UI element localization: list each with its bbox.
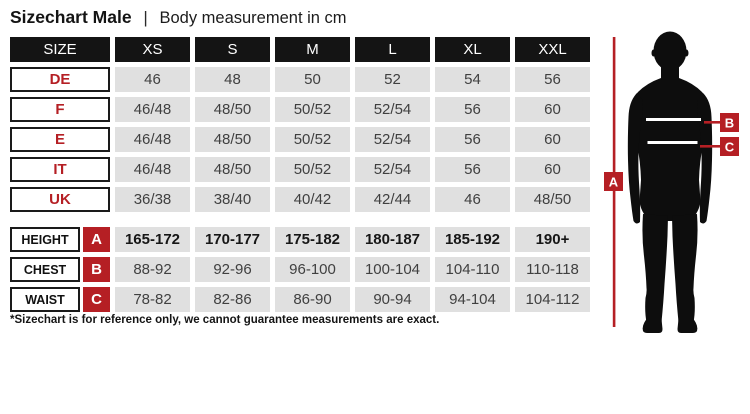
size-row-de	[10, 67, 590, 92]
size-value-uk-m: 40/42	[275, 187, 350, 212]
size-value-de-l: 52	[355, 67, 430, 92]
measurement-value-height-l: 180-187	[355, 227, 430, 252]
measurement-value-chest-l: 100-104	[355, 257, 430, 282]
header-cell-xl: XL	[435, 37, 510, 62]
size-value-f-m: 50/52	[275, 97, 350, 122]
chest-connector-line	[704, 121, 720, 124]
header-cell-s: S	[195, 37, 270, 62]
size-value-de-s: 48	[195, 67, 270, 92]
header-cell-size: SIZE	[10, 37, 110, 62]
measurement-value-height-m: 175-182	[275, 227, 350, 252]
measurement-label-chest: CHEST	[10, 257, 80, 282]
measurement-value-waist-l: 90-94	[355, 287, 430, 312]
size-value-e-m: 50/52	[275, 127, 350, 152]
measurement-value-chest-s: 92-96	[195, 257, 270, 282]
measurement-badge-c: C	[83, 287, 110, 312]
chest-marker-letter: B	[724, 115, 735, 131]
height-marker-letter: A	[608, 174, 619, 190]
measurement-label-waist: WAIST	[10, 287, 80, 312]
size-table	[10, 37, 590, 312]
header-cell-m: M	[275, 37, 350, 62]
region-label-it: IT	[10, 157, 110, 182]
size-value-f-xl: 56	[435, 97, 510, 122]
size-value-e-xxl: 60	[515, 127, 590, 152]
waist-marker-letter: C	[724, 139, 735, 155]
page-title-separator: |	[143, 8, 148, 27]
size-value-it-m: 50/52	[275, 157, 350, 182]
measurement-value-height-s: 170-177	[195, 227, 270, 252]
size-value-de-xl: 54	[435, 67, 510, 92]
size-value-de-m: 50	[275, 67, 350, 92]
size-value-it-xs: 46/48	[115, 157, 190, 182]
region-label-f: F	[10, 97, 110, 122]
measurement-value-waist-xs: 78-82	[115, 287, 190, 312]
footnote-text: *Sizechart is for reference only, we cannot guarantee measurements are exact.	[10, 314, 440, 326]
size-row-e	[10, 127, 590, 152]
measurement-row-height	[10, 227, 590, 252]
waist-marker-badge	[720, 137, 739, 156]
size-value-de-xxl: 56	[515, 67, 590, 92]
header-cell-l: L	[355, 37, 430, 62]
height-marker-badge	[604, 172, 623, 191]
size-value-uk-xxl: 48/50	[515, 187, 590, 212]
size-value-e-xs: 46/48	[115, 127, 190, 152]
chest-marker-badge	[720, 113, 739, 132]
size-value-de-xs: 46	[115, 67, 190, 92]
body-measurement-diagram	[600, 30, 750, 340]
page-title-main: Sizechart Male	[10, 7, 132, 27]
size-row-it	[10, 157, 590, 182]
measurement-badge-a: A	[83, 227, 110, 252]
measurement-value-chest-xxl: 110-118	[515, 257, 590, 282]
measurement-label-group-chest	[10, 257, 110, 282]
size-value-e-l: 52/54	[355, 127, 430, 152]
measurement-value-height-xl: 185-192	[435, 227, 510, 252]
header-cell-xxl: XXL	[515, 37, 590, 62]
region-label-uk: UK	[10, 187, 110, 212]
size-row-uk	[10, 187, 590, 212]
measurement-value-height-xs: 165-172	[115, 227, 190, 252]
measurement-row-chest	[10, 257, 590, 282]
size-value-uk-xs: 36/38	[115, 187, 190, 212]
measurement-value-waist-m: 86-90	[275, 287, 350, 312]
measurement-badge-b: B	[83, 257, 110, 282]
waist-connector-line	[700, 145, 720, 148]
table-header-row	[10, 37, 590, 62]
measurement-value-waist-xxl: 104-112	[515, 287, 590, 312]
size-value-uk-xl: 46	[435, 187, 510, 212]
page-title	[10, 7, 347, 28]
measurement-row-waist	[10, 287, 590, 312]
size-value-e-xl: 56	[435, 127, 510, 152]
size-value-it-xxl: 60	[515, 157, 590, 182]
size-value-f-xs: 46/48	[115, 97, 190, 122]
size-value-uk-s: 38/40	[195, 187, 270, 212]
measurement-label-group-height	[10, 227, 110, 252]
male-silhouette	[628, 32, 712, 334]
size-value-e-s: 48/50	[195, 127, 270, 152]
size-row-f	[10, 97, 590, 122]
measurement-value-waist-xl: 94-104	[435, 287, 510, 312]
measurement-label-group-waist	[10, 287, 110, 312]
size-value-f-l: 52/54	[355, 97, 430, 122]
chest-line	[646, 118, 701, 121]
size-value-it-xl: 56	[435, 157, 510, 182]
measurement-value-chest-xs: 88-92	[115, 257, 190, 282]
measurement-label-height: HEIGHT	[10, 227, 80, 252]
size-value-uk-l: 42/44	[355, 187, 430, 212]
region-label-de: DE	[10, 67, 110, 92]
measurement-value-waist-s: 82-86	[195, 287, 270, 312]
measurement-value-chest-xl: 104-110	[435, 257, 510, 282]
measurement-value-chest-m: 96-100	[275, 257, 350, 282]
header-cell-xs: XS	[115, 37, 190, 62]
measurement-value-height-xxl: 190+	[515, 227, 590, 252]
size-value-it-l: 52/54	[355, 157, 430, 182]
region-label-e: E	[10, 127, 110, 152]
page-title-subtitle: Body measurement in cm	[159, 9, 347, 27]
waist-line	[648, 141, 698, 144]
size-value-f-xxl: 60	[515, 97, 590, 122]
size-value-it-s: 48/50	[195, 157, 270, 182]
size-value-f-s: 48/50	[195, 97, 270, 122]
